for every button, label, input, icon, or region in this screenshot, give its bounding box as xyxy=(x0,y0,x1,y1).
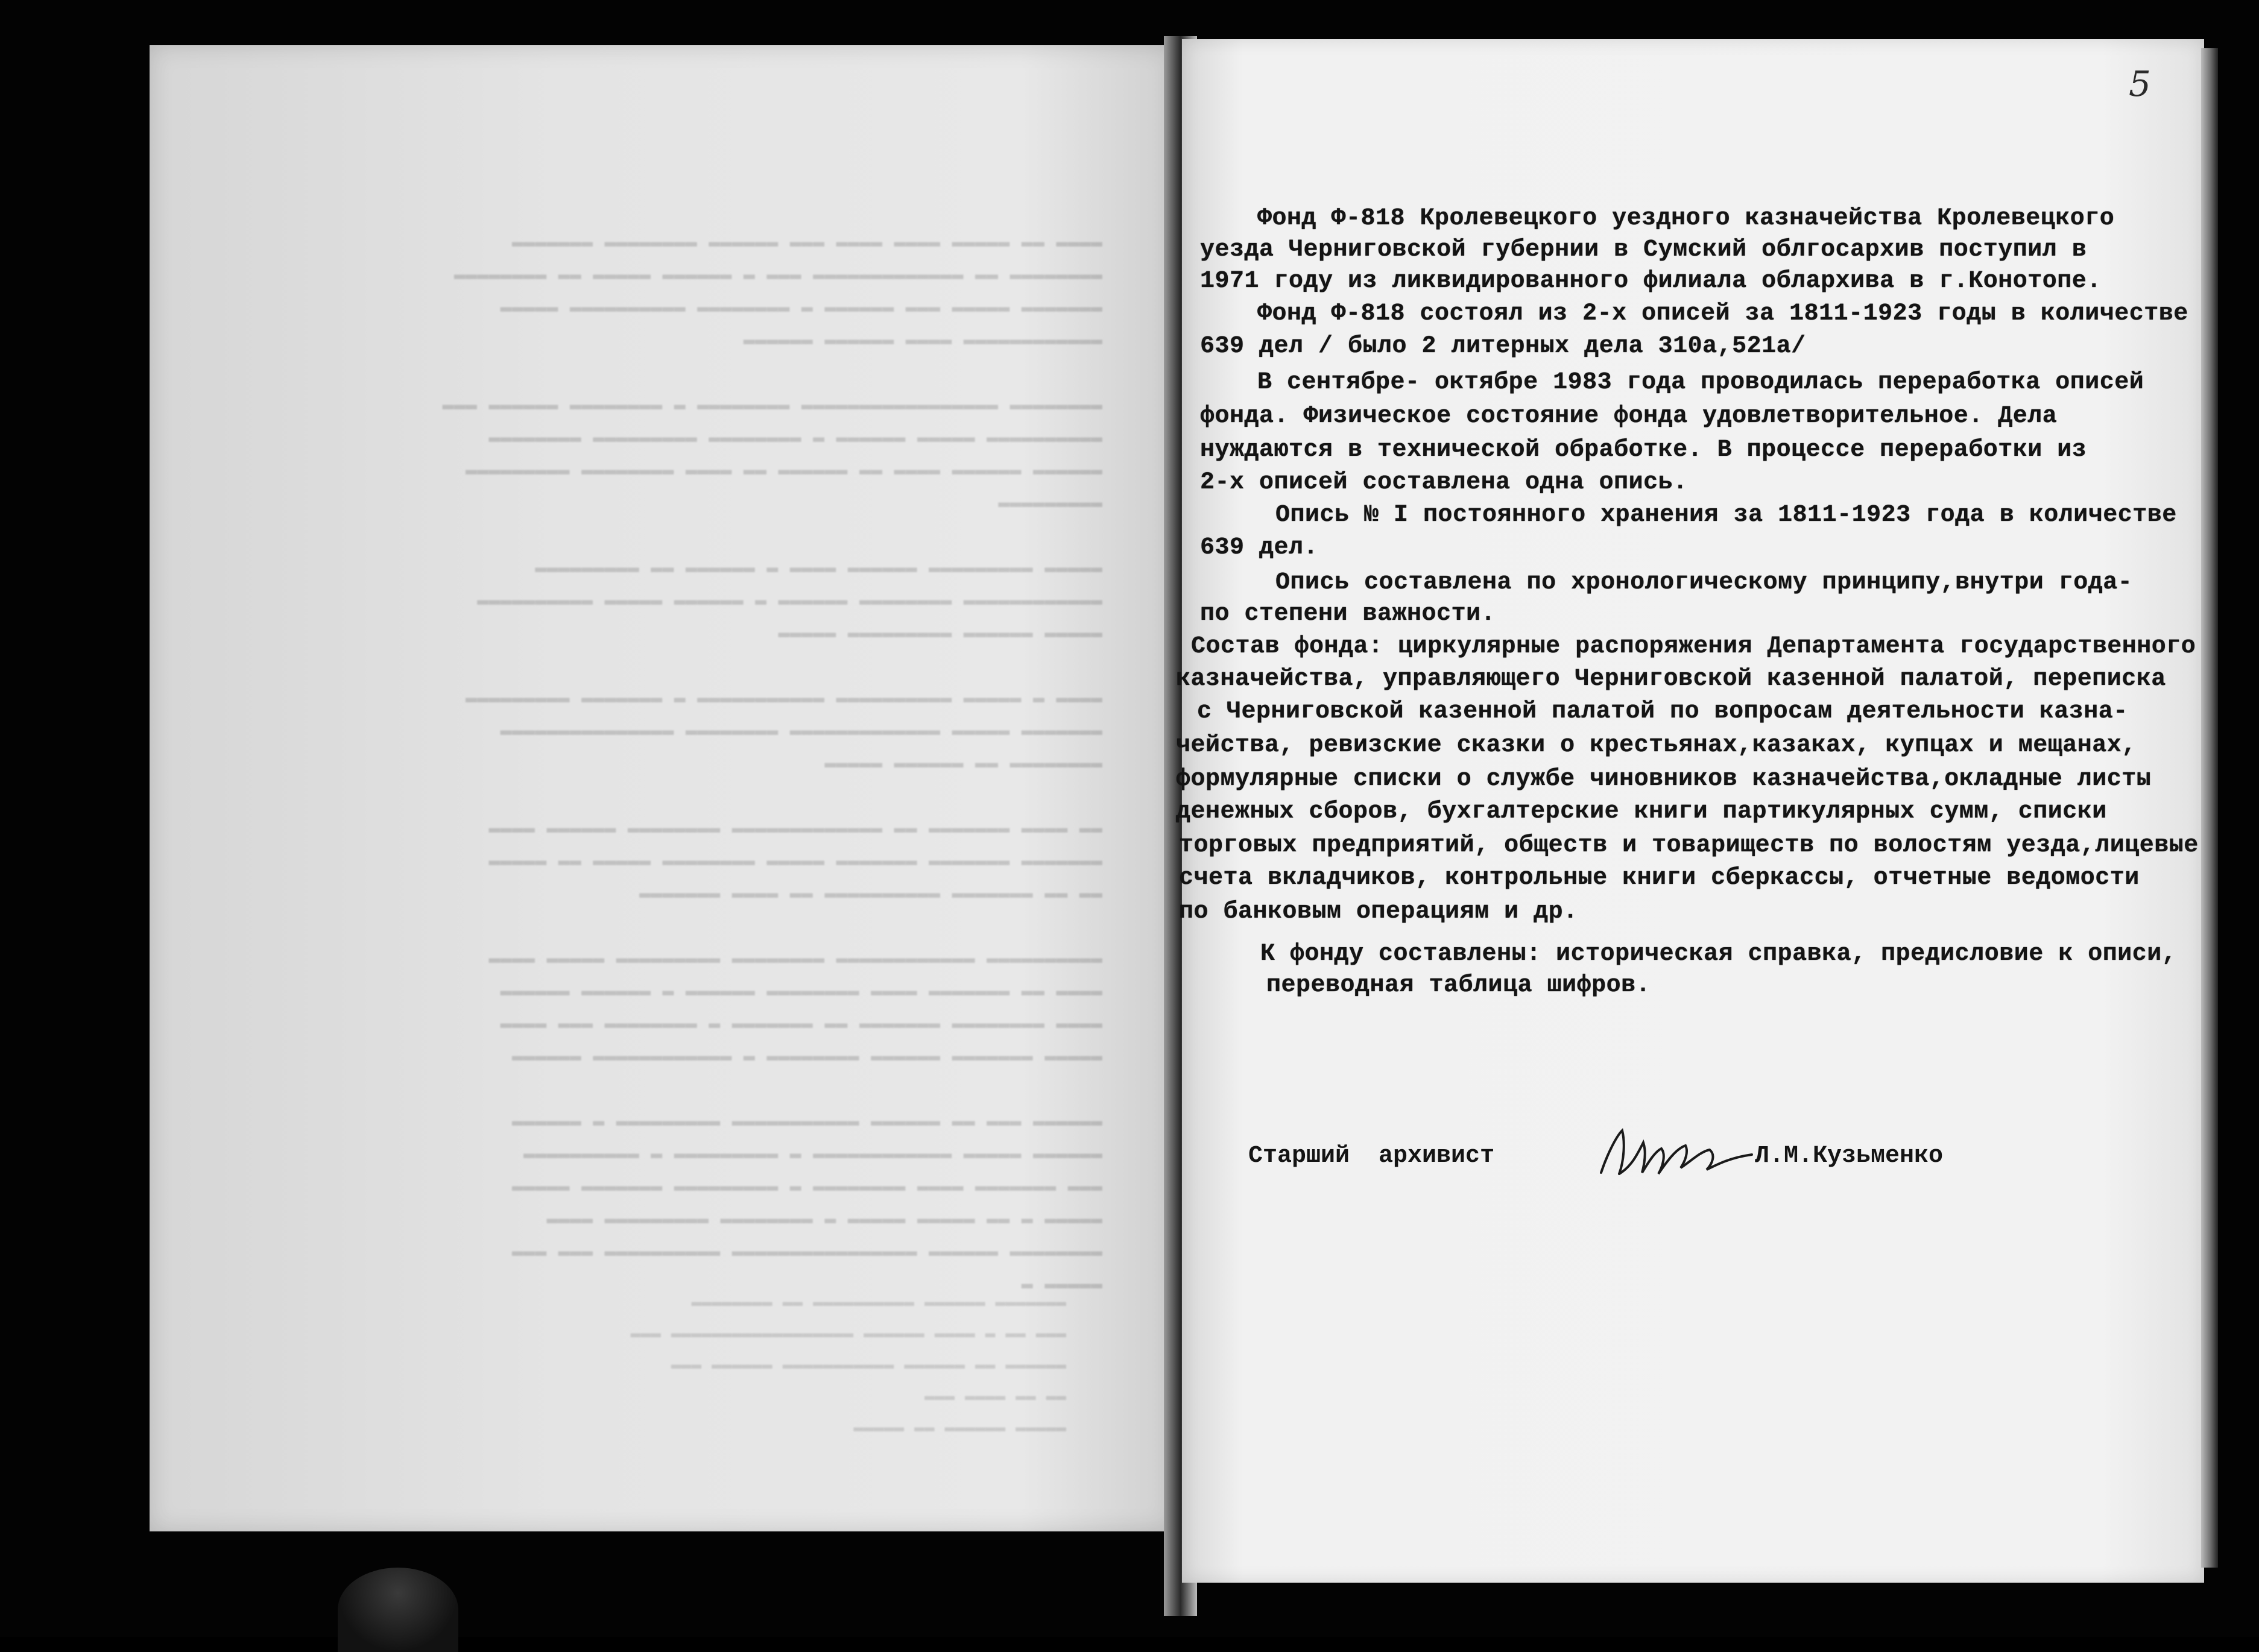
text-line: Фонд Ф-818 состоял из 2-х описей за 1811-1923 годы в количестве xyxy=(1257,300,2188,327)
text-line: К фонду составлены: историческая справка, предисловие к описи, xyxy=(1260,941,2177,968)
text-line: по степени важности. xyxy=(1200,601,1496,628)
bleed-through-lower-text: ▬▬▬▬▬▬▬ ▬▬▬▬▬▬ ▬▬▬▬▬▬▬▬▬▬ ▬▬ ▬▬▬▬▬▬▬▬ ▬▬▬ ▬▬ ▬ ▬▬▬▬ ▬▬▬▬▬▬ ▬▬▬▬▬▬▬▬▬▬▬▬▬▬▬▬▬▬ ▬▬▬ ▬▬▬▬▬▬ ▬▬ ▬▬▬▬▬▬ ▬▬▬▬▬▬▬▬▬▬▬ ▬▬▬▬▬▬ ▬▬▬ ▬▬ ▬▬ ▬▬▬▬ ▬▬▬ ▬▬▬▬▬ ▬▬▬▬▬▬ ▬▬ ▬▬▬▬▬ xyxy=(630,1293,1066,1437)
text-line: 2-х описей составлена одна опись. xyxy=(1200,469,1688,496)
text-line: 639 дел. xyxy=(1200,534,1319,561)
text-line: торговых предприятий, обществ и товариществ по волостям уезда,лицевые xyxy=(1179,832,2199,859)
text-line: с Черниговской казенной палатой по вопросам деятельности казна- xyxy=(1197,698,2128,725)
text-line: чейства, ревизские сказки о крестьянах,казаках, купцах и мещанах, xyxy=(1176,732,2137,759)
text-line: уезда Черниговской губернии в Сумский облгосархив поступил в xyxy=(1200,236,2087,263)
text-line: переводная таблица шифров. xyxy=(1266,972,1651,999)
text-line: счета вкладчиков, контрольные книги сберкассы, отчетные ведомости xyxy=(1179,865,2140,892)
text-line: В сентябре- октябре 1983 года проводилась переработка описей xyxy=(1257,369,2144,396)
handwritten-signature xyxy=(1595,1118,1758,1185)
text-line: денежных сборов, бухгалтерские книги партикулярных сумм, списки xyxy=(1176,798,2107,825)
signer-name: Л.М.Кузьменко xyxy=(1755,1143,1944,1170)
left-page-faded xyxy=(150,45,1175,1531)
text-line: фонда. Физическое состояние фонда удовлетворительное. Дела xyxy=(1200,403,2058,430)
text-line: 639 дел / было 2 литерных дела 310а,521а/ xyxy=(1200,333,1806,360)
position-title: Старший архивист xyxy=(1248,1143,1495,1170)
text-line: казначейства, управляющего Черниговской казенной палатой, переписка xyxy=(1176,666,2166,693)
text-line: Фонд Ф-818 Кролевецкого уездного казначейства Кролевецкого xyxy=(1257,205,2115,232)
text-line: формулярные списки о службе чиновников казначейства,окладные листы xyxy=(1176,766,2152,793)
finger-shadow xyxy=(338,1568,458,1652)
text-line: Состав фонда: циркулярные распоряжения Департамента государственного xyxy=(1191,633,2196,660)
bleed-through-text: ▬▬▬▬ ▬▬ ▬▬▬▬▬ ▬▬▬▬ ▬▬▬▬ ▬▬▬ ▬▬▬▬▬▬ ▬▬▬▬▬▬▬▬ ▬▬▬▬▬▬▬ ▬▬▬▬▬▬▬▬ ▬▬ ▬▬▬▬▬▬▬▬▬▬▬▬▬ ▬▬▬ ▬ ▬▬▬▬▬▬ ▬▬▬▬▬ ▬▬ ▬▬▬▬▬▬▬▬ ▬▬▬▬▬▬▬ ▬▬▬▬▬ ▬▬▬ ▬▬▬▬▬▬ ▬ ▬▬▬▬▬▬▬▬ ▬▬▬▬▬▬▬▬▬▬ ▬▬▬▬▬ ▬▬▬▬▬▬▬▬▬▬▬▬ ▬▬▬▬ ▬▬▬▬▬▬ ▬▬▬▬▬▬ ▬▬▬▬▬▬▬▬ ▬▬▬▬▬▬▬▬▬▬▬▬▬▬▬▬▬ ▬▬▬▬▬▬▬▬ ▬ ▬▬▬▬▬▬▬▬ ▬▬▬▬▬▬ ▬▬▬ ▬▬▬▬▬▬▬▬▬▬ ▬▬▬▬▬ ▬▬▬▬▬▬ ▬ ▬▬▬▬▬▬▬▬ ▬▬▬▬▬▬▬▬▬ ▬▬▬▬▬▬▬▬ ▬▬▬▬▬▬ ▬▬▬▬▬▬ ▬▬▬▬ ▬▬ ▬▬▬▬▬▬ ▬▬ ▬▬▬▬ ▬▬▬▬▬▬▬▬ ▬▬▬▬▬▬▬▬▬ ▬▬▬▬▬▬▬▬▬ ▬▬▬▬▬ ▬▬▬▬▬▬▬▬▬ ▬▬▬▬▬▬ ▬▬▬▬ ▬ ▬▬▬▬▬▬ ▬▬ ▬▬▬▬▬▬▬▬▬ ▬▬▬▬▬▬▬▬▬▬▬▬ ▬▬▬▬▬▬▬▬ ▬▬▬▬▬▬ ▬ ▬▬▬▬▬▬ ▬▬▬▬▬ ▬▬▬▬▬▬▬▬▬▬ ▬▬▬▬▬ ▬▬▬▬▬▬ ▬▬▬▬▬▬▬▬▬ ▬▬▬▬▬ ▬▬▬▬ ▬ ▬▬▬▬▬ ▬▬▬▬▬▬▬▬▬▬ ▬▬▬▬▬▬▬▬▬▬▬ ▬ ▬▬▬▬▬▬▬ ▬▬▬▬▬▬▬▬▬ ▬▬▬▬▬▬▬ ▬▬▬▬▬ ▬▬▬▬▬▬▬▬▬▬▬▬▬ ▬▬▬▬▬▬▬▬ ▬▬▬▬▬▬▬▬▬▬▬▬▬▬▬ ▬▬▬▬▬▬▬▬ ▬▬ ▬▬▬▬▬▬ ▬▬▬▬▬ ▬▬ ▬▬▬▬ ▬▬▬▬▬▬▬ ▬▬ ▬▬▬▬▬▬▬▬▬▬▬▬▬ ▬▬▬▬▬▬▬▬ ▬▬▬▬▬▬ ▬▬▬▬ ▬▬▬▬▬▬▬ ▬▬▬▬▬▬▬ ▬▬▬▬▬▬▬ ▬▬▬▬▬ ▬▬▬▬▬▬▬▬ ▬▬▬▬▬ ▬▬ ▬▬▬▬▬ ▬▬ ▬▬ ▬▬▬▬▬▬▬ ▬▬▬▬▬▬▬▬▬▬ ▬▬ ▬▬▬▬ ▬▬▬▬▬▬▬ ▬▬▬▬▬▬▬▬▬▬ ▬▬▬▬▬▬▬▬▬▬▬▬ ▬▬▬▬▬▬▬▬ ▬▬▬▬▬▬▬▬▬ ▬▬▬▬▬ ▬▬▬▬ ▬▬▬▬ ▬▬ ▬▬▬▬▬▬▬ ▬▬▬▬ ▬▬▬▬▬▬▬▬ ▬▬▬▬▬▬ ▬ ▬▬▬▬▬▬ ▬▬▬▬▬▬ ▬▬▬▬ ▬▬▬▬▬▬▬▬ ▬▬▬▬▬▬▬ ▬▬ ▬▬▬▬▬▬▬ ▬ ▬▬▬▬▬▬▬▬ ▬▬▬ ▬▬▬▬ ▬▬▬▬▬ ▬▬▬▬▬▬▬ ▬▬▬▬▬▬ ▬▬▬▬▬▬▬▬ ▬ ▬▬▬▬▬▬▬▬▬▬▬▬ ▬▬▬▬▬▬ ▬▬▬▬▬▬ ▬▬▬ ▬▬ ▬▬▬▬▬▬ ▬▬▬▬▬▬▬▬▬▬▬ ▬▬▬▬▬▬▬▬▬ ▬ ▬▬▬▬▬▬ ▬▬▬▬▬▬ ▬▬▬▬▬ ▬▬▬▬▬▬▬▬▬▬▬▬ ▬ ▬▬▬▬▬▬▬▬▬ ▬ ▬▬▬▬▬▬▬▬▬▬ ▬▬▬ ▬▬▬▬▬▬▬ ▬▬▬▬ ▬▬▬▬▬▬▬▬ ▬ ▬▬▬▬▬▬▬▬▬ ▬▬▬▬▬▬▬ ▬▬▬▬▬ ▬▬▬▬▬ ▬ ▬▬ ▬▬▬▬▬ ▬▬▬▬▬ ▬ ▬▬▬▬▬▬▬▬ ▬▬▬▬▬▬▬▬▬ ▬▬▬▬ ▬▬▬▬▬▬▬▬ ▬▬▬▬▬▬ ▬▬▬▬▬▬▬▬▬▬▬▬▬▬▬▬ ▬▬▬▬▬▬▬▬▬▬ ▬▬▬ ▬▬▬ ▬▬▬▬▬ ▬ xyxy=(442,231,1102,1295)
text-line: нуждаются в технической обработке. В процессе переработки из xyxy=(1200,437,2087,464)
text-line: 1971 году из ликвидированного филиала облархива в г.Конотопе. xyxy=(1200,268,2102,295)
text-line: Опись № I постоянного хранения за 1811-1923 года в количестве xyxy=(1275,502,2177,529)
text-line: по банковым операциям и др. xyxy=(1179,898,1578,925)
text-line: Опись составлена по хронологическому принципу,внутри года- xyxy=(1275,569,2133,596)
page-number: 5 xyxy=(2129,63,2151,104)
page-edge-stack xyxy=(2201,48,2218,1568)
